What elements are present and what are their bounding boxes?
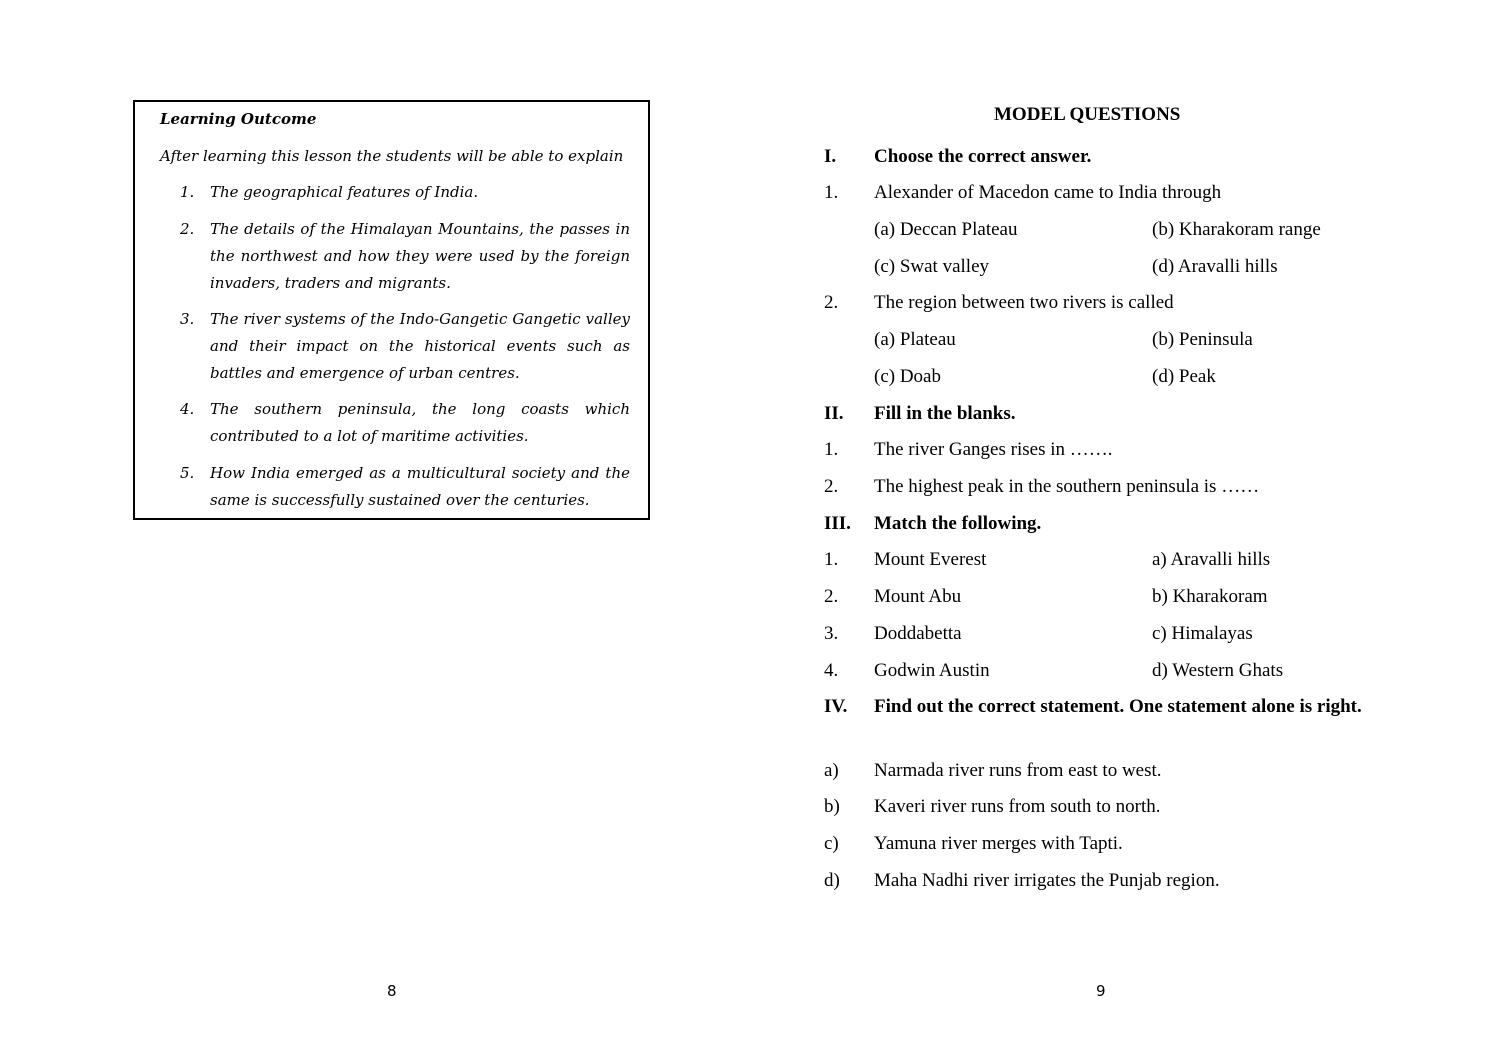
item-number: 2. — [180, 220, 195, 238]
question-number: 1. — [824, 439, 839, 460]
match-left: Godwin Austin — [874, 660, 990, 681]
statement-label: c) — [824, 833, 839, 854]
statement-text: Maha Nadhi river irrigates the Punjab region. — [874, 870, 1220, 891]
question-number: 1. — [824, 182, 839, 203]
match-number: 2. — [824, 586, 839, 607]
section-number: IV. — [824, 696, 848, 717]
item-number: 1. — [180, 183, 195, 201]
match-right: d) Western Ghats — [1152, 660, 1284, 681]
learning-outcome-item — [180, 216, 630, 297]
item-text: How India emerged as a multicultural society and the same is successfully sustained over the centuries. — [210, 464, 630, 509]
learning-outcome-item — [180, 179, 630, 206]
item-number: 4. — [180, 400, 195, 418]
page-number: 9 — [1096, 982, 1106, 1000]
item-text: The river systems of the Indo-Gangetic Gangetic valley and their impact on the historical events such as battles and emergence of urban centres. — [210, 310, 630, 382]
statement-text: Kaveri river runs from south to north. — [874, 796, 1161, 817]
match-number: 1. — [824, 549, 839, 570]
item-text: The details of the Himalayan Mountains, the passes in the northwest and how they were used by the foreign invaders, traders and migrants. — [210, 220, 630, 292]
statement-text: Narmada river runs from east to west. — [874, 760, 1162, 781]
match-left: Mount Abu — [874, 586, 962, 607]
learning-outcome-box — [133, 100, 650, 520]
learning-outcome-title: Learning Outcome — [160, 110, 317, 128]
learning-outcome-item — [180, 460, 630, 514]
right-page — [748, 0, 1497, 1058]
question-text: The river Ganges rises in ……. — [874, 439, 1113, 460]
item-text: The southern peninsula, the long coasts which contributed to a lot of maritime activities. — [210, 400, 630, 445]
left-page — [0, 0, 748, 1058]
section-number: II. — [824, 403, 844, 424]
match-right: a) Aravalli hills — [1152, 549, 1271, 570]
section-number: III. — [824, 513, 851, 534]
answer-option: (d) Peak — [1152, 366, 1216, 387]
item-number: 5. — [180, 464, 195, 482]
page-title: MODEL QUESTIONS — [994, 104, 1181, 125]
page-number: 8 — [387, 982, 397, 1000]
learning-outcome-intro: After learning this lesson the students will be able to explain — [160, 147, 624, 165]
answer-option: (d) Aravalli hills — [1152, 256, 1278, 277]
statement-text: Yamuna river merges with Tapti. — [874, 833, 1123, 854]
section-heading: Find out the correct statement. One statement alone is right. — [874, 696, 1362, 717]
item-number: 3. — [180, 310, 195, 328]
match-right: b) Kharakoram — [1152, 586, 1268, 607]
item-text: The geographical features of India. — [210, 183, 479, 201]
answer-option: (c) Swat valley — [874, 256, 990, 277]
section-number: I. — [824, 146, 837, 167]
match-right: c) Himalayas — [1152, 623, 1253, 644]
answer-option: (a) Plateau — [874, 329, 956, 350]
answer-option: (b) Kharakoram range — [1152, 219, 1321, 240]
section-heading: Fill in the blanks. — [874, 403, 1016, 424]
question-number: 2. — [824, 476, 839, 497]
statement-label: b) — [824, 796, 840, 817]
section-heading: Match the following. — [874, 513, 1042, 534]
question-text: Alexander of Macedon came to India through — [874, 182, 1222, 203]
question-text: The highest peak in the southern peninsula is …… — [874, 476, 1260, 497]
statement-label: d) — [824, 870, 840, 891]
answer-option: (a) Deccan Plateau — [874, 219, 1018, 240]
statement-label: a) — [824, 760, 839, 781]
answer-option: (b) Peninsula — [1152, 329, 1253, 350]
match-number: 3. — [824, 623, 839, 644]
match-number: 4. — [824, 660, 839, 681]
question-text: The region between two rivers is called — [874, 292, 1174, 313]
match-left: Doddabetta — [874, 623, 962, 644]
learning-outcome-item — [180, 396, 630, 450]
answer-option: (c) Doab — [874, 366, 941, 387]
question-number: 2. — [824, 292, 839, 313]
match-left: Mount Everest — [874, 549, 987, 570]
learning-outcome-item — [180, 306, 630, 387]
section-heading: Choose the correct answer. — [874, 146, 1092, 167]
